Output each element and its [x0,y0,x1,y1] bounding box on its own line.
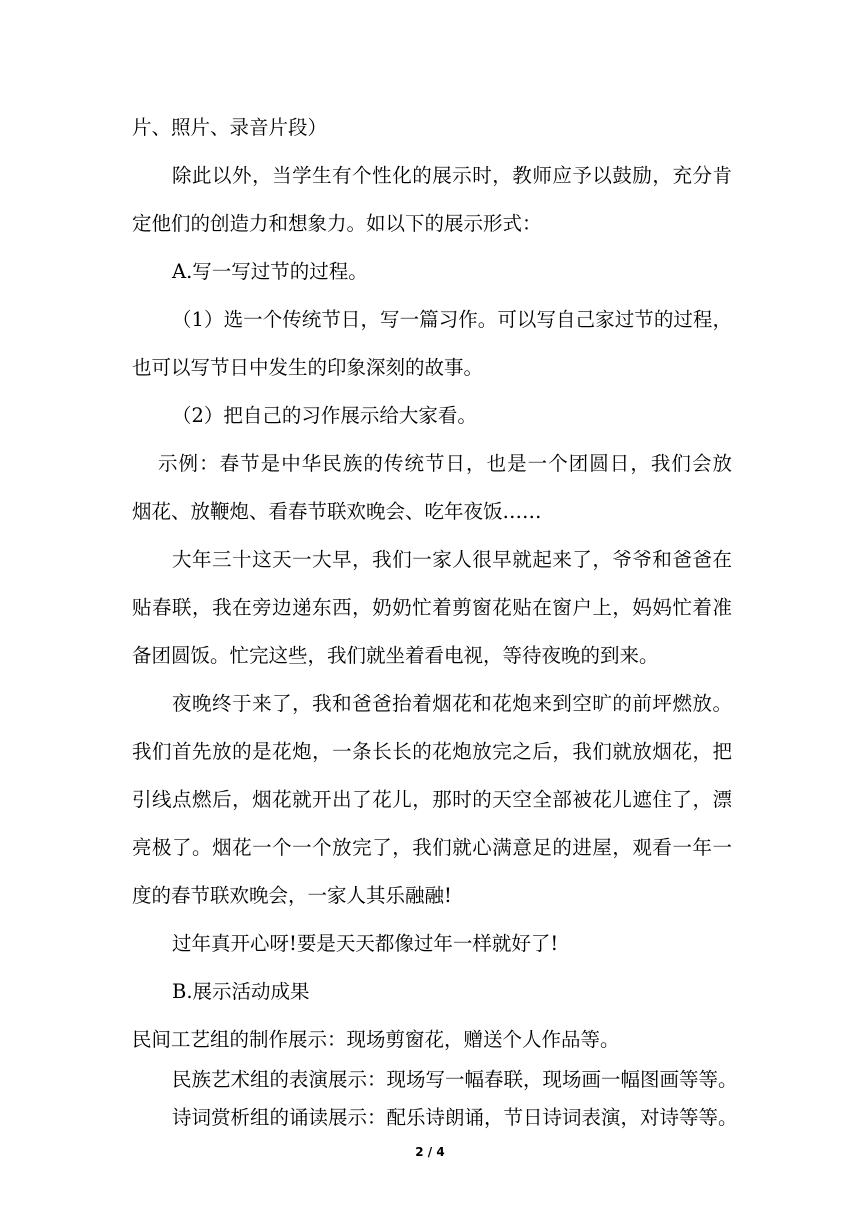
text-line: 示例：春节是中华民族的传统节日，也是一个团圆日，我们会放 [158,452,732,475]
text-line: 定他们的创造力和想象力。如以下的展示形式： [132,212,542,235]
text-line: 夜晚终于来了，我和爸爸抬着烟花和花炮来到空旷的前坪燃放。 [172,692,732,715]
text-line: 民族艺术组的表演展示：现场写一幅春联，现场画一幅图画等等。 [172,1068,738,1091]
text-line: 我们首先放的是花炮，一条长长的花炮放完之后，我们就放烟花，把 [132,740,732,763]
text-line: 引线点燃后，烟花就开出了花儿，那时的天空全部被花儿遮住了，漂 [132,788,732,811]
text-line: 亮极了。烟花一个一个放完了，我们就心满意足的进屋，观看一年一 [132,836,732,859]
text-line: 度的春节联欢晚会，一家人其乐融融! [132,884,452,907]
text-line: 贴春联，我在旁边递东西，奶奶忙着剪窗花贴在窗户上，妈妈忙着准 [132,596,732,619]
text-line: B.展示活动成果 [172,980,310,1003]
page-number: 2 / 4 [415,1145,445,1159]
text-line: A.写一写过节的过程。 [172,260,368,283]
text-line: 除此以外，当学生有个性化的展示时，教师应予以鼓励，充分肯 [172,164,732,187]
text-line: 也可以写节日中发生的印象深刻的故事。 [132,356,484,379]
text-line: 烟花、放鞭炮、看春节联欢晚会、吃年夜饭…… [132,500,542,523]
text-line: 诗词赏析组的诵读展示：配乐诗朗诵，节日诗词表演，对诗等等。 [172,1106,738,1129]
text-line: （2）把自己的习作展示给大家看。 [172,404,477,427]
text-line: 片、照片、录音片段） [132,116,328,139]
text-line: 过年真开心呀!要是天天都像过年一样就好了! [172,932,559,955]
text-line: 大年三十这天一大早，我们一家人很早就起来了，爷爷和爸爸在 [172,548,732,571]
text-line: （1）选一个传统节日，写一篇习作。可以写自己家过节的过程， [172,308,732,331]
text-line: 民间工艺组的制作展示：现场剪窗花，赠送个人作品等。 [132,1028,620,1051]
text-line: 备团圆饭。忙完这些，我们就坐着看电视，等待夜晚的到来。 [132,644,659,667]
